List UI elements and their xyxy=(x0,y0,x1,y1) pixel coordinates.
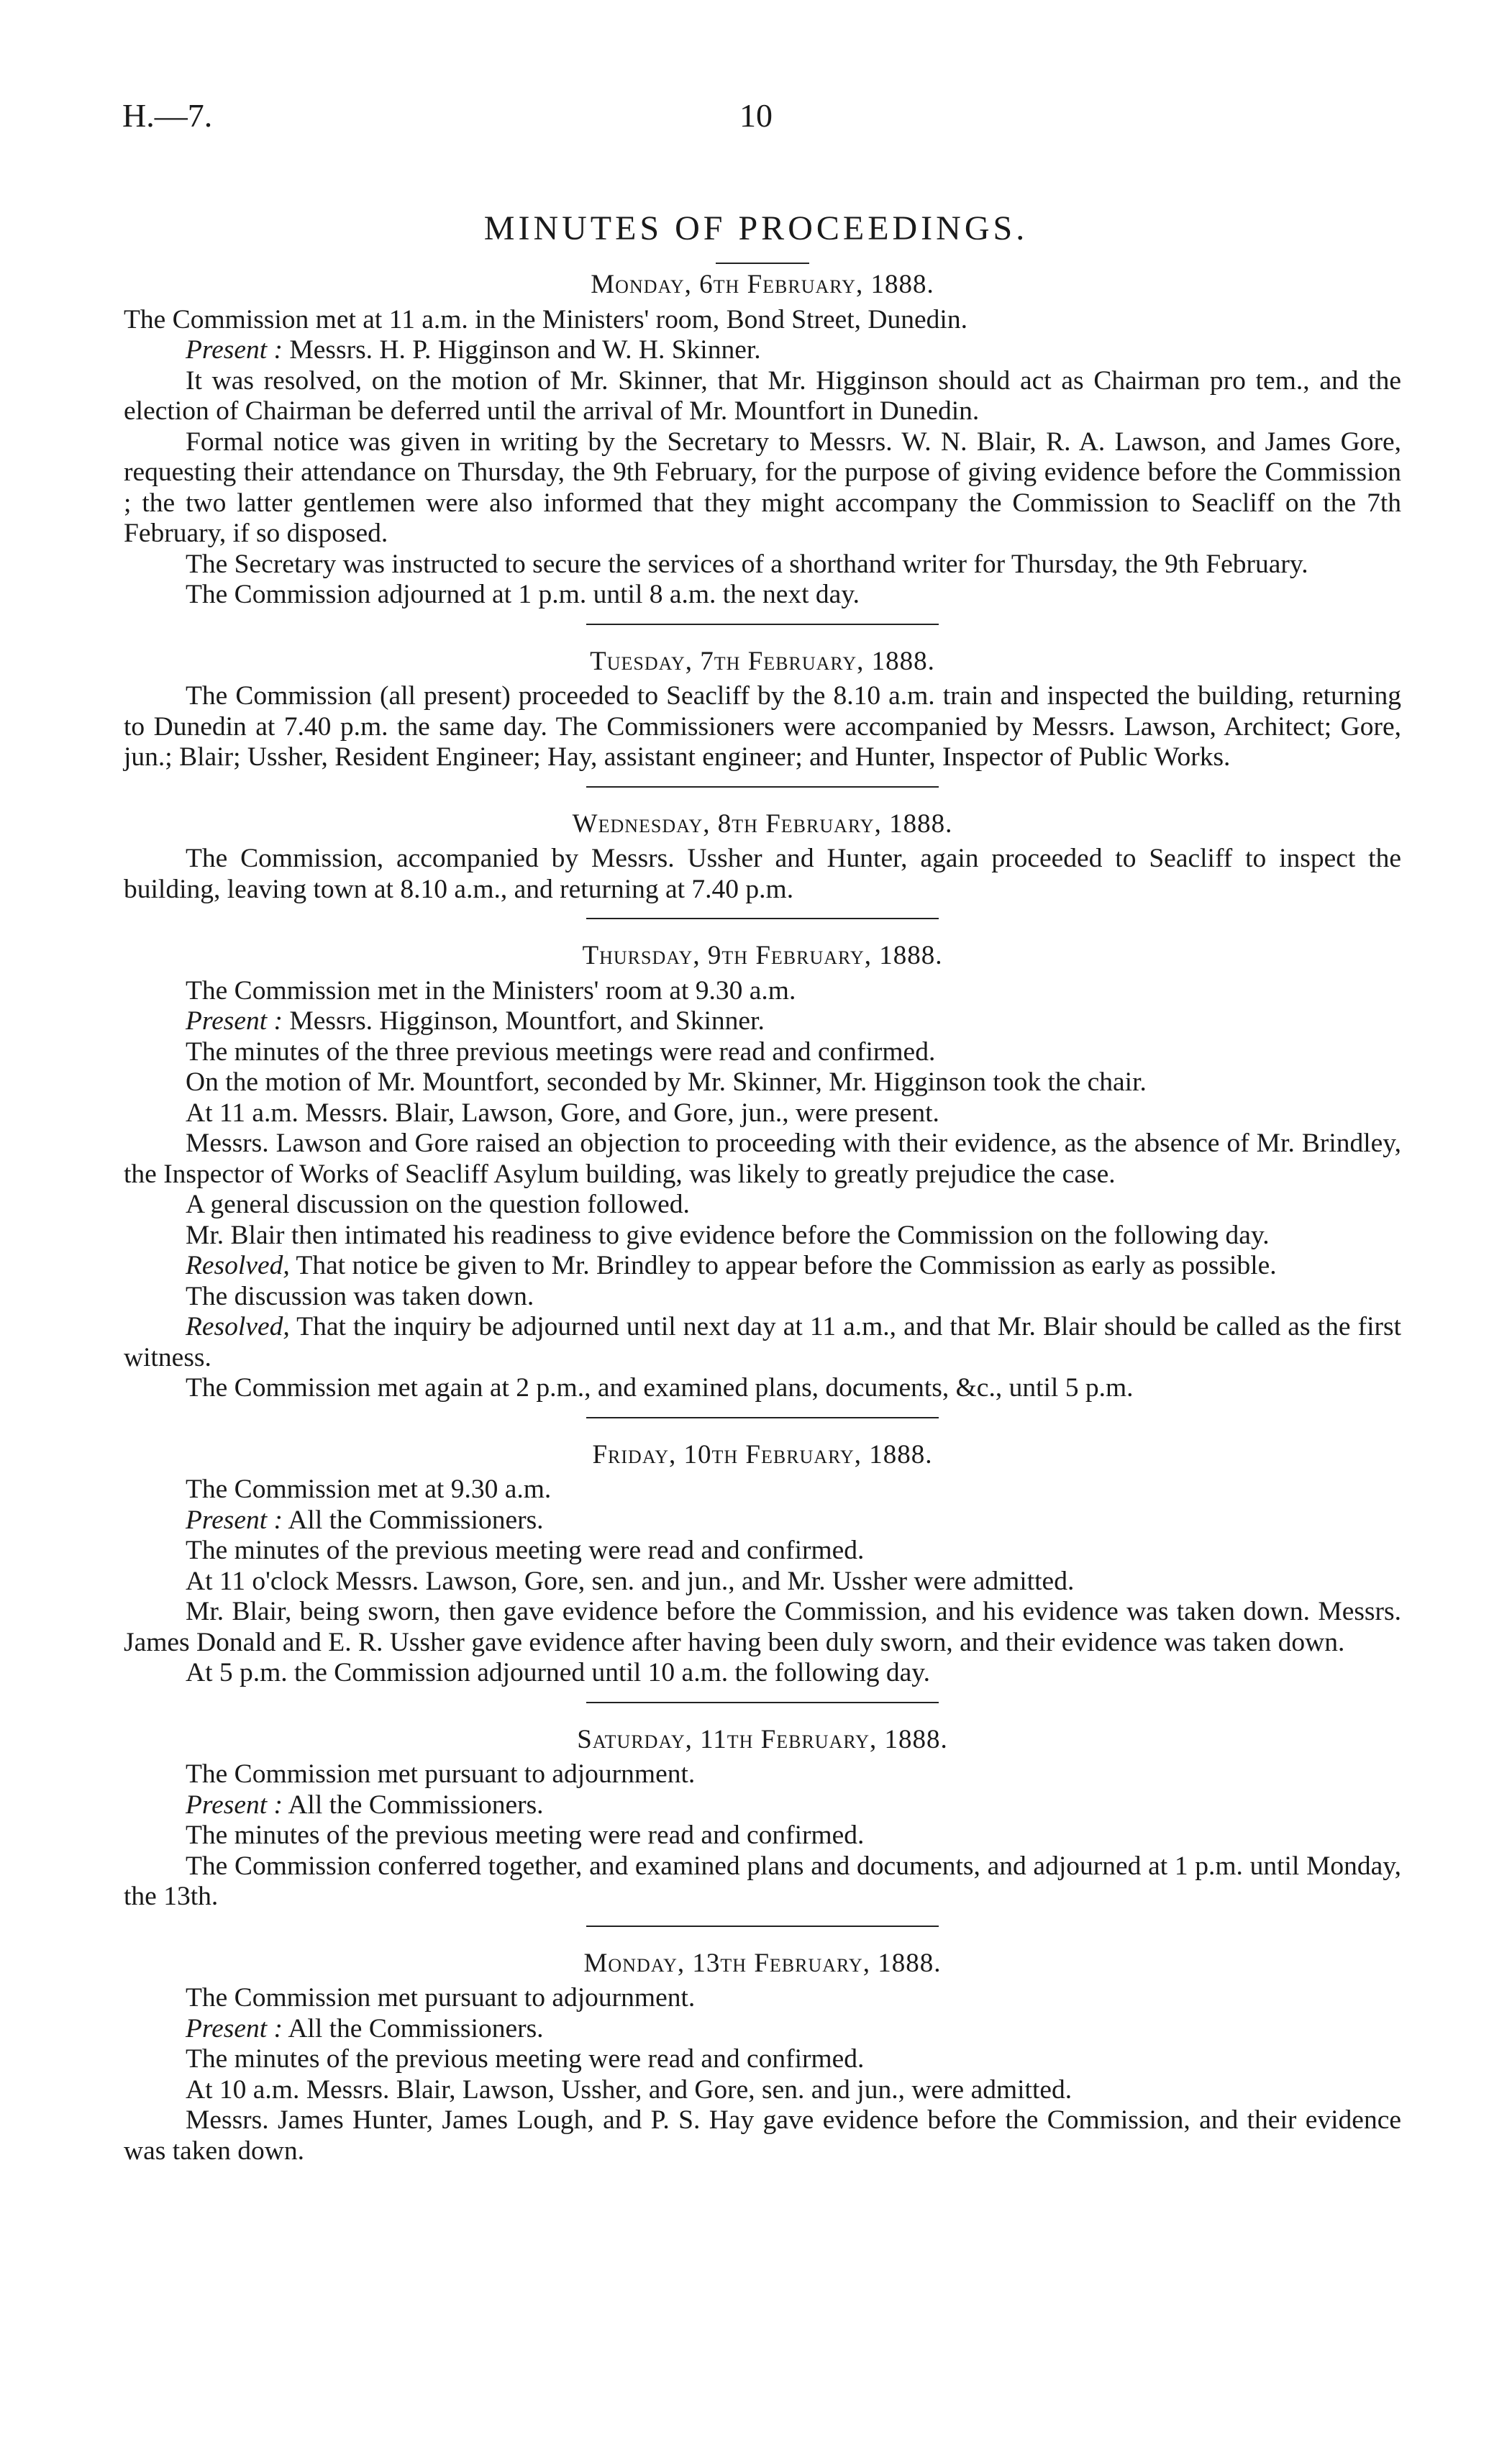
minutes-paragraph xyxy=(124,844,1401,905)
page-title: MINUTES OF PROCEEDINGS. xyxy=(483,209,1029,247)
minutes-paragraph xyxy=(124,305,1401,336)
meeting-date: Friday, 10th February, 1888. xyxy=(592,1439,933,1469)
minutes-paragraph xyxy=(124,976,1401,1007)
page-number: 10 xyxy=(739,97,773,134)
paragraph-lead: Present : xyxy=(186,1006,283,1036)
paragraph-text: The minutes of the previous meeting were read and confirmed. xyxy=(186,2044,865,2074)
paragraph-text: The Commission conferred together, and examined plans and documents, and adjourned at 1 p.m. until Monday, the 13th. xyxy=(124,1851,1401,1911)
paragraph-text: Mr. Blair, being sworn, then gave evidence before the Commission, and his evidence was taken down. Messrs. James Donald and E. R. Ussher gave evidence after having been duly sworn, and their evidence was taken down. xyxy=(124,1597,1401,1657)
section-divider xyxy=(586,1417,939,1418)
minutes-paragraph xyxy=(124,1098,1401,1129)
minutes-paragraph xyxy=(124,335,1401,366)
meeting-date: Saturday, 11th February, 1888. xyxy=(577,1724,948,1754)
section-divider xyxy=(586,786,939,788)
minutes-paragraph xyxy=(124,1190,1401,1221)
minutes-paragraph xyxy=(124,1373,1401,1404)
section-divider xyxy=(586,624,939,625)
minutes-paragraph xyxy=(124,1505,1401,1536)
minutes-paragraph xyxy=(124,1067,1401,1098)
minutes-paragraph xyxy=(124,1251,1401,1282)
minutes-paragraph xyxy=(124,2014,1401,2045)
paragraph-text: Formal notice was given in writing by the Secretary to Messrs. W. N. Blair, R. A. Lawson, and James Gore, requesting their attendance on Thursday, the 9th February, for the purpose of giving evidence before the Commission ; the two latter gentlemen were also informed that they might accompany the Commission to Seacliff on the 7th February, if so disposed. xyxy=(124,427,1401,548)
minutes-paragraph xyxy=(124,2075,1401,2106)
minutes-paragraph xyxy=(124,1282,1401,1313)
minutes-paragraph xyxy=(124,1983,1401,2014)
minutes-paragraph xyxy=(124,427,1401,550)
paragraph-text: The minutes of the previous meeting were read and confirmed. xyxy=(186,1821,865,1850)
paragraph-text: The Commission met pursuant to adjournment. xyxy=(186,1983,696,2013)
meeting-date: Tuesday, 7th February, 1888. xyxy=(590,646,935,676)
document-reference: H.—7. xyxy=(122,97,213,134)
minutes-paragraph xyxy=(124,1129,1401,1190)
minutes-paragraph xyxy=(124,1536,1401,1567)
section-divider xyxy=(586,918,939,919)
section-divider xyxy=(586,1926,939,1927)
minutes-paragraph xyxy=(124,1567,1401,1598)
paragraph-text: That notice be given to Mr. Brindley to appear before the Commission as early as possible. xyxy=(289,1251,1277,1280)
section-divider xyxy=(586,1702,939,1703)
paragraph-text: Mr. Blair then intimated his readiness to give evidence before the Commission on the following day. xyxy=(186,1220,1270,1250)
paragraph-lead: Resolved, xyxy=(186,1312,290,1341)
paragraph-text: A general discussion on the question followed. xyxy=(186,1190,690,1219)
minutes-paragraph xyxy=(124,580,1401,611)
meeting-date: Wednesday, 8th February, 1888. xyxy=(572,808,953,839)
minutes-body xyxy=(124,263,1401,2166)
paragraph-text: The minutes of the previous meeting were read and confirmed. xyxy=(186,1536,865,1565)
paragraph-text: All the Commissioners. xyxy=(283,1790,544,1820)
paragraph-text: The minutes of the three previous meetings were read and confirmed. xyxy=(186,1036,936,1067)
paragraph-lead: Resolved, xyxy=(186,1251,290,1280)
paragraph-text: The Commission met in the Ministers' room at 9.30 a.m. xyxy=(186,975,796,1006)
paragraph-text: The Commission met at 9.30 a.m. xyxy=(186,1475,552,1504)
meeting-date: Monday, 6th February, 1888. xyxy=(591,270,934,299)
minutes-paragraph xyxy=(124,1006,1401,1037)
paragraph-text: All the Commissioners. xyxy=(283,1505,544,1535)
paragraph-lead: Present : xyxy=(186,335,283,365)
minutes-paragraph xyxy=(124,1790,1401,1821)
paragraph-text: The discussion was taken down. xyxy=(186,1281,534,1311)
meeting-date: Monday, 13th February, 1888. xyxy=(583,1948,942,1978)
minutes-paragraph xyxy=(124,1221,1401,1252)
paragraph-text: The Commission met at 11 a.m. in the Ministers' room, Bond Street, Dunedin. xyxy=(124,304,967,334)
paragraph-text: At 11 a.m. Messrs. Blair, Lawson, Gore, and Gore, jun., were present. xyxy=(186,1098,939,1128)
paragraph-text: The Commission, accompanied by Messrs. Ussher and Hunter, again proceeded to Seacliff to inspect the building, leaving town at 8.10 a.m., and returning at 7.40 p.m. xyxy=(124,844,1401,904)
minutes-paragraph xyxy=(124,1312,1401,1373)
minutes-paragraph xyxy=(124,550,1401,580)
paragraph-text: The Commission met again at 2 p.m., and examined plans, documents, &c., until 5 p.m. xyxy=(186,1373,1134,1403)
minutes-paragraph xyxy=(124,2105,1401,2166)
paragraph-text: That the inquiry be adjourned until next day at 11 a.m., and that Mr. Blair should be called as the first witness. xyxy=(124,1312,1401,1372)
paragraph-text: At 10 a.m. Messrs. Blair, Lawson, Ussher, and Gore, sen. and jun., were admitted. xyxy=(186,2074,1072,2105)
minutes-paragraph xyxy=(124,2044,1401,2075)
meeting-date: Thursday, 9th February, 1888. xyxy=(582,941,943,970)
paragraph-text: Messrs. Lawson and Gore raised an objection to proceeding with their evidence, as the absence of Mr. Brindley, the Inspector of Works of Seacliff Asylum building, was likely to greatly prejudice the case. xyxy=(124,1129,1401,1189)
paragraph-text: At 5 p.m. the Commission adjourned until 10 a.m. the following day. xyxy=(186,1658,930,1687)
paragraph-text: Messrs. H. P. Higginson and W. H. Skinner. xyxy=(283,335,761,365)
minutes-paragraph xyxy=(124,1821,1401,1851)
paragraph-lead: Present : xyxy=(186,1790,283,1820)
minutes-paragraph xyxy=(124,366,1401,427)
paragraph-lead: Present : xyxy=(186,2013,283,2043)
paragraph-text: All the Commissioners. xyxy=(283,2013,544,2043)
paragraph-lead: Present : xyxy=(186,1505,283,1535)
minutes-paragraph xyxy=(124,681,1401,773)
paragraph-text: The Commission (all present) proceeded to Seacliff by the 8.10 a.m. train and inspected the building, returning to Dunedin at 7.40 p.m. the same day. The Commissioners were accompanied by Messrs. Lawson, Architect; Gore, jun.; Blair; Ussher, Resident Engineer; Hay, assistant engineer; and Hunter, Inspector of Public Works. xyxy=(124,681,1401,772)
minutes-paragraph xyxy=(124,1475,1401,1505)
paragraph-text: The Commission met pursuant to adjournment. xyxy=(186,1759,696,1789)
minutes-paragraph xyxy=(124,1851,1401,1913)
paragraph-text: The Commission adjourned at 1 p.m. until 8 a.m. the next day. xyxy=(186,580,860,609)
title-rule xyxy=(716,263,809,264)
paragraph-text: The Secretary was instructed to secure the services of a shorthand writer for Thursday, the 9th February. xyxy=(186,549,1308,579)
paragraph-text: It was resolved, on the motion of Mr. Skinner, that Mr. Higginson should act as Chairman pro tem., and the election of Chairman be deferred until the arrival of Mr. Mountfort in Dunedin. xyxy=(124,365,1401,426)
minutes-paragraph xyxy=(124,1597,1401,1658)
paragraph-text: Messrs. James Hunter, James Lough, and P. S. Hay gave evidence before the Commission, and their evidence was taken down. xyxy=(124,2105,1401,2166)
minutes-paragraph xyxy=(124,1658,1401,1689)
paragraph-text: At 11 o'clock Messrs. Lawson, Gore, sen. and jun., and Mr. Ussher were admitted. xyxy=(186,1566,1075,1596)
paragraph-text: On the motion of Mr. Mountfort, seconded by Mr. Skinner, Mr. Higginson took the chair. xyxy=(186,1067,1147,1097)
minutes-paragraph xyxy=(124,1759,1401,1790)
paragraph-text: Messrs. Higginson, Mountfort, and Skinner. xyxy=(283,1006,765,1036)
minutes-paragraph xyxy=(124,1037,1401,1068)
